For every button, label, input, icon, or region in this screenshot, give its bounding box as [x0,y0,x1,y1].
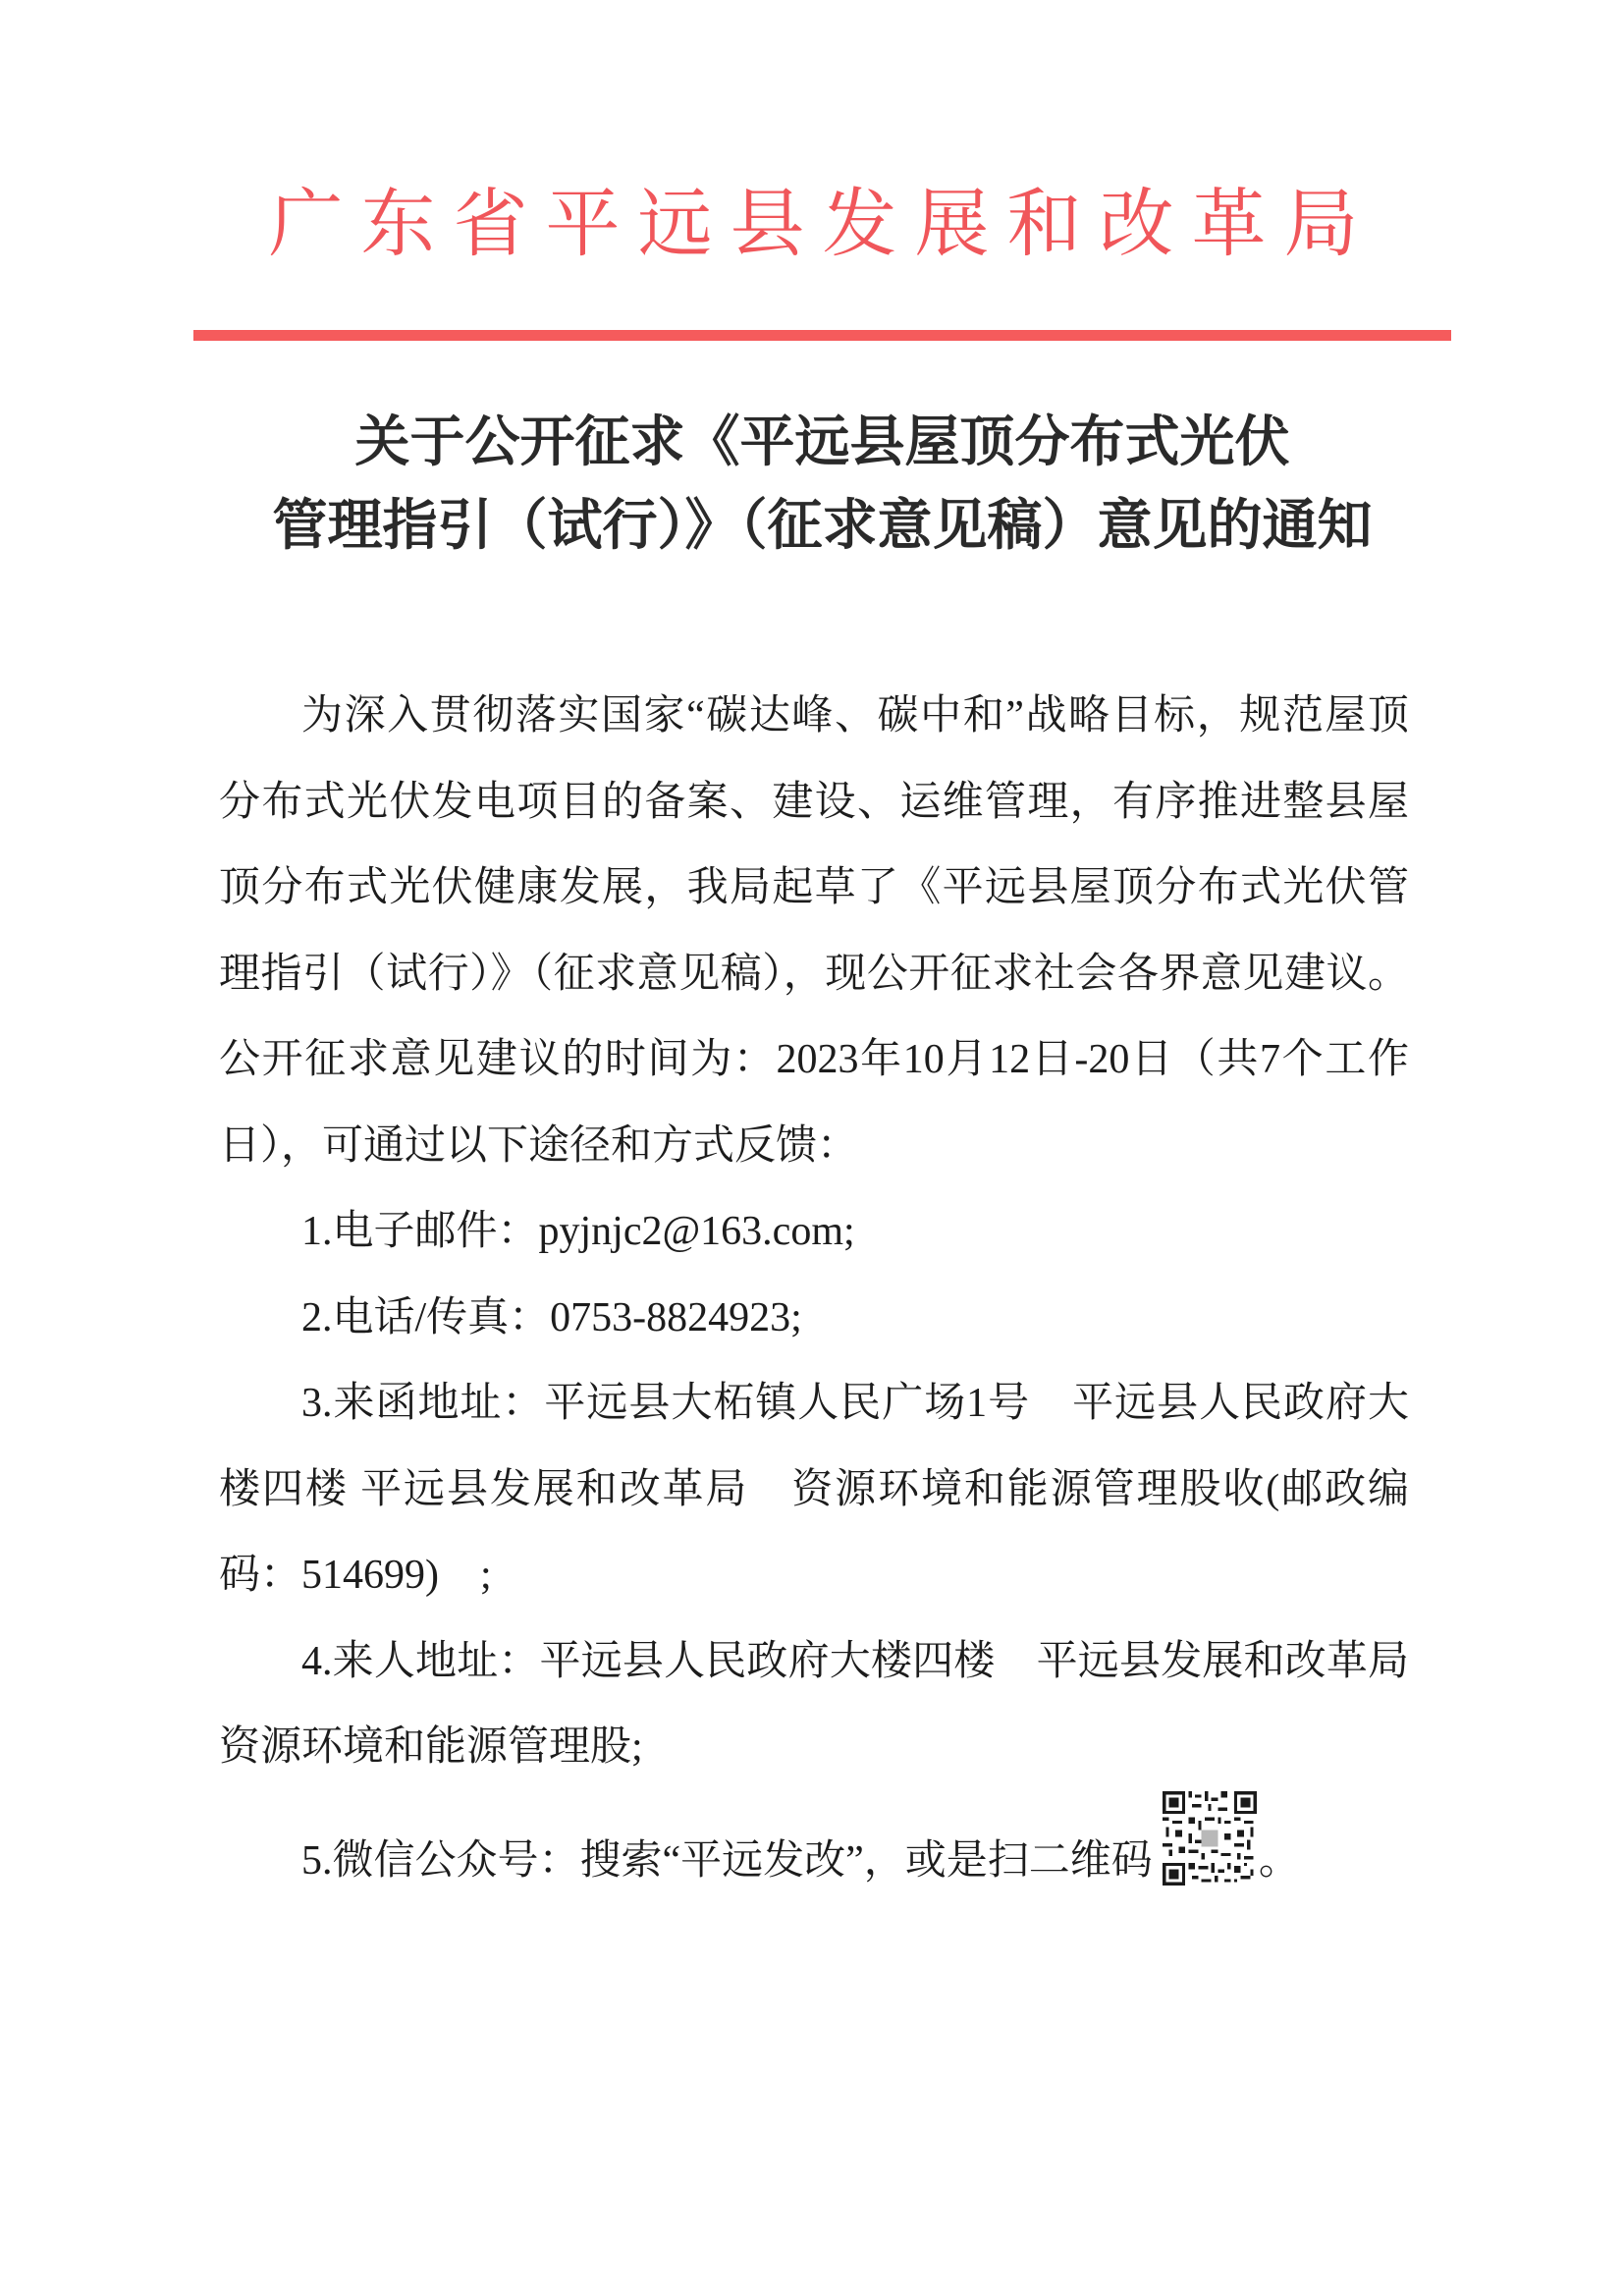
channel-label: 3.来函地址： [301,1381,545,1426]
channel-phone [219,1276,1409,1362]
mail-address: 平远县大柘镇人民广场1号 平远县人民政府大楼四楼 平远县发展和改革局 资源环境和能源管理股收(邮政编码：514699) ; [219,1381,1409,1598]
document-body [219,674,1451,1904]
visit-address: 平远县人民政府大楼四楼 平远县发展和改革局 资源环境和能源管理股; [219,1638,1451,1770]
red-divider [193,330,1451,341]
qr-code-icon [1163,1791,1257,1886]
channel-label: 2.电话/传真： [301,1294,551,1340]
document-title [193,401,1451,568]
channel-mail-address [219,1361,1409,1619]
channel-label: 5.微信公众号： [301,1837,580,1884]
title-line-1: 关于公开征求《平远县屋顶分布式光伏 [354,410,1290,474]
channel-label: 4.来人地址： [301,1638,540,1684]
channel-wechat [219,1791,1409,1905]
intro-paragraph: 为深入贯彻落实国家“碳达峰、碳中和”战略目标，规范屋顶分布式光伏发电项目的备案、建设、运维管理，有序推进整县屋顶分布式光伏健康发展，我局起草了《平远县屋顶分布式光伏管理指引（试行）》（征求意见稿），现公开征求社会各界意见建议。公开征求意见建议的时间为：2023年10月12日-20日（共7个工作日），可通过以下途径和方式反馈： [219,693,1409,1169]
wechat-instruction: 搜索“平远发改”，或是扫二维码 [579,1837,1153,1884]
channel-email [219,1189,1409,1276]
closing-period: 。 [1258,1837,1300,1884]
email-address: pyjnjc2@163.com; [538,1209,855,1254]
channel-visit-address [219,1619,1451,1791]
title-line-2: 管理指引（试行）》（征求意见稿）意见的通知 [272,493,1373,558]
phone-number: 0753-8824923; [550,1294,802,1340]
channel-label: 1.电子邮件： [301,1209,539,1254]
issuer-masthead: 广东省平远县发展和改革局 [268,180,1377,267]
